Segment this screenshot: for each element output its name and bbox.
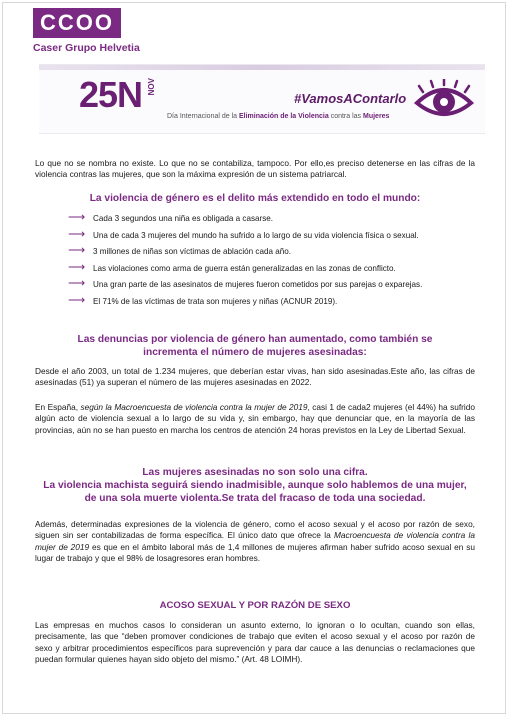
list-item: ⟶ 3 millones de niñas son víctimas de ablación cada año. — [68, 243, 291, 258]
section2-heading: Las denuncias por violencia de género han aumentado, como también se incrementa el número de mujeres asesinadas: — [77, 334, 433, 358]
banner-hashtag: #VamosAContarlo — [294, 91, 407, 106]
ccoo-logo: CCOO — [33, 8, 121, 38]
intro-paragraph: Lo que no se nombra no existe. Lo que no se contabiliza, tampoco. Por ello,es preciso detenerse en las cifras de la violencia contras las mujeres, que son la máxima expresión de un sistema patriarcal. — [35, 158, 475, 180]
right-arrow-icon: ⟶ — [68, 210, 86, 224]
banner-25n: 25N — [79, 74, 143, 115]
right-arrow-icon: ⟶ — [68, 243, 86, 258]
right-arrow-icon: ⟶ — [68, 292, 86, 307]
right-arrow-icon: ⟶ — [68, 276, 86, 291]
section4-heading: ACOSO SEXUAL Y POR RAZÓN DE SEXO — [159, 600, 351, 611]
banner-month: NOV — [147, 78, 156, 96]
section3-heading: Las mujeres asesinadas no son solo una cifra. La violencia machista seguirá siendo inadmisible, aunque solo hablemos de una mujer, de una sola muerte violenta.Se trata del fracaso de toda una sociedad. — [43, 467, 467, 504]
campaign-banner — [39, 64, 485, 134]
list-item: ⟶ Una gran parte de las asesinatos de mujeres fueron cometidos por sus parejas o exparejas. — [68, 276, 423, 291]
right-arrow-icon: ⟶ — [68, 259, 86, 274]
list-item: ⟶ Las violaciones como arma de guerra están generalizadas en las zonas de conflicto. — [68, 259, 396, 274]
list-item: ⟶ Una de cada 3 mujeres del mundo ha sufrido a lo largo de su vida violencia física o sexual. — [68, 226, 419, 241]
eye-icon — [413, 79, 475, 123]
list-item: ⟶ Cada 3 segundos una niña es obligada a casarse. — [68, 210, 273, 224]
banner-stripe — [39, 65, 485, 70]
section2-paragraph-2: En España, según la Macroencuesta de violencia contra la mujer de 2019, casi 1 de cada2 mujeres (el 44%) ha sufrido algún acto de violencia sexual a lo largo de su vida y, sin embargo, hay que denunciar que, en la mayoría de las provincias, aún no se han puesto en marcha los centros de atención 24 horas previstos en la Ley de Libertad Sexual. — [35, 402, 475, 435]
section3-paragraph: Además, determinadas expresiones de la violencia de género, como el acoso sexual y el acoso por razón de sexo, siguen sin ser contabilizadas de forma específica. El único dato que ofrece la Macroencuesta de violencia contra la mujer de 2019 es que en el ámbito laboral más de 1,4 millones de mujeres afirman haber sufrido acoso sexual en su lugar de trabajo y que el 98% de losagresores eran hombres. — [35, 519, 475, 564]
section4-paragraph: Las empresas en muchos casos lo consideran un asunto externo, lo ignoran o lo ocultan, cuando son ellas, precisamente, las que “deben promover condiciones de trabajo que eviten el acoso sexual y el acoso por razón de sexo y arbitrar procedimientos específicos para suprevención y para dar cauce a las denuncias o reclamaciones que puedan formular quienes hayan sido objeto del mismo.” (Art. 48 LOIMH). — [35, 620, 475, 665]
right-arrow-icon: ⟶ — [68, 226, 86, 241]
banner-day-text: Día Internacional de la Eliminación de la Violencia contra las Mujeres — [167, 113, 390, 120]
section1-heading: La violencia de género es el delito más extendido en todo el mundo: — [89, 193, 421, 204]
statistics-list — [68, 210, 468, 313]
section2-paragraph-1: Desde el año 2003, un total de 1.234 mujeres, que deberían estar vivas, han sido asesinadas.Este año, las cifras de asesinadas (51) ya superan el número de las mujeres asesinadas en 2022. — [35, 366, 475, 388]
org-name: Caser Grupo Helvetia — [33, 42, 140, 54]
list-item: ⟶ El 71% de las víctimas de trata son mujeres y niñas (ACNUR 2019). — [68, 292, 338, 307]
